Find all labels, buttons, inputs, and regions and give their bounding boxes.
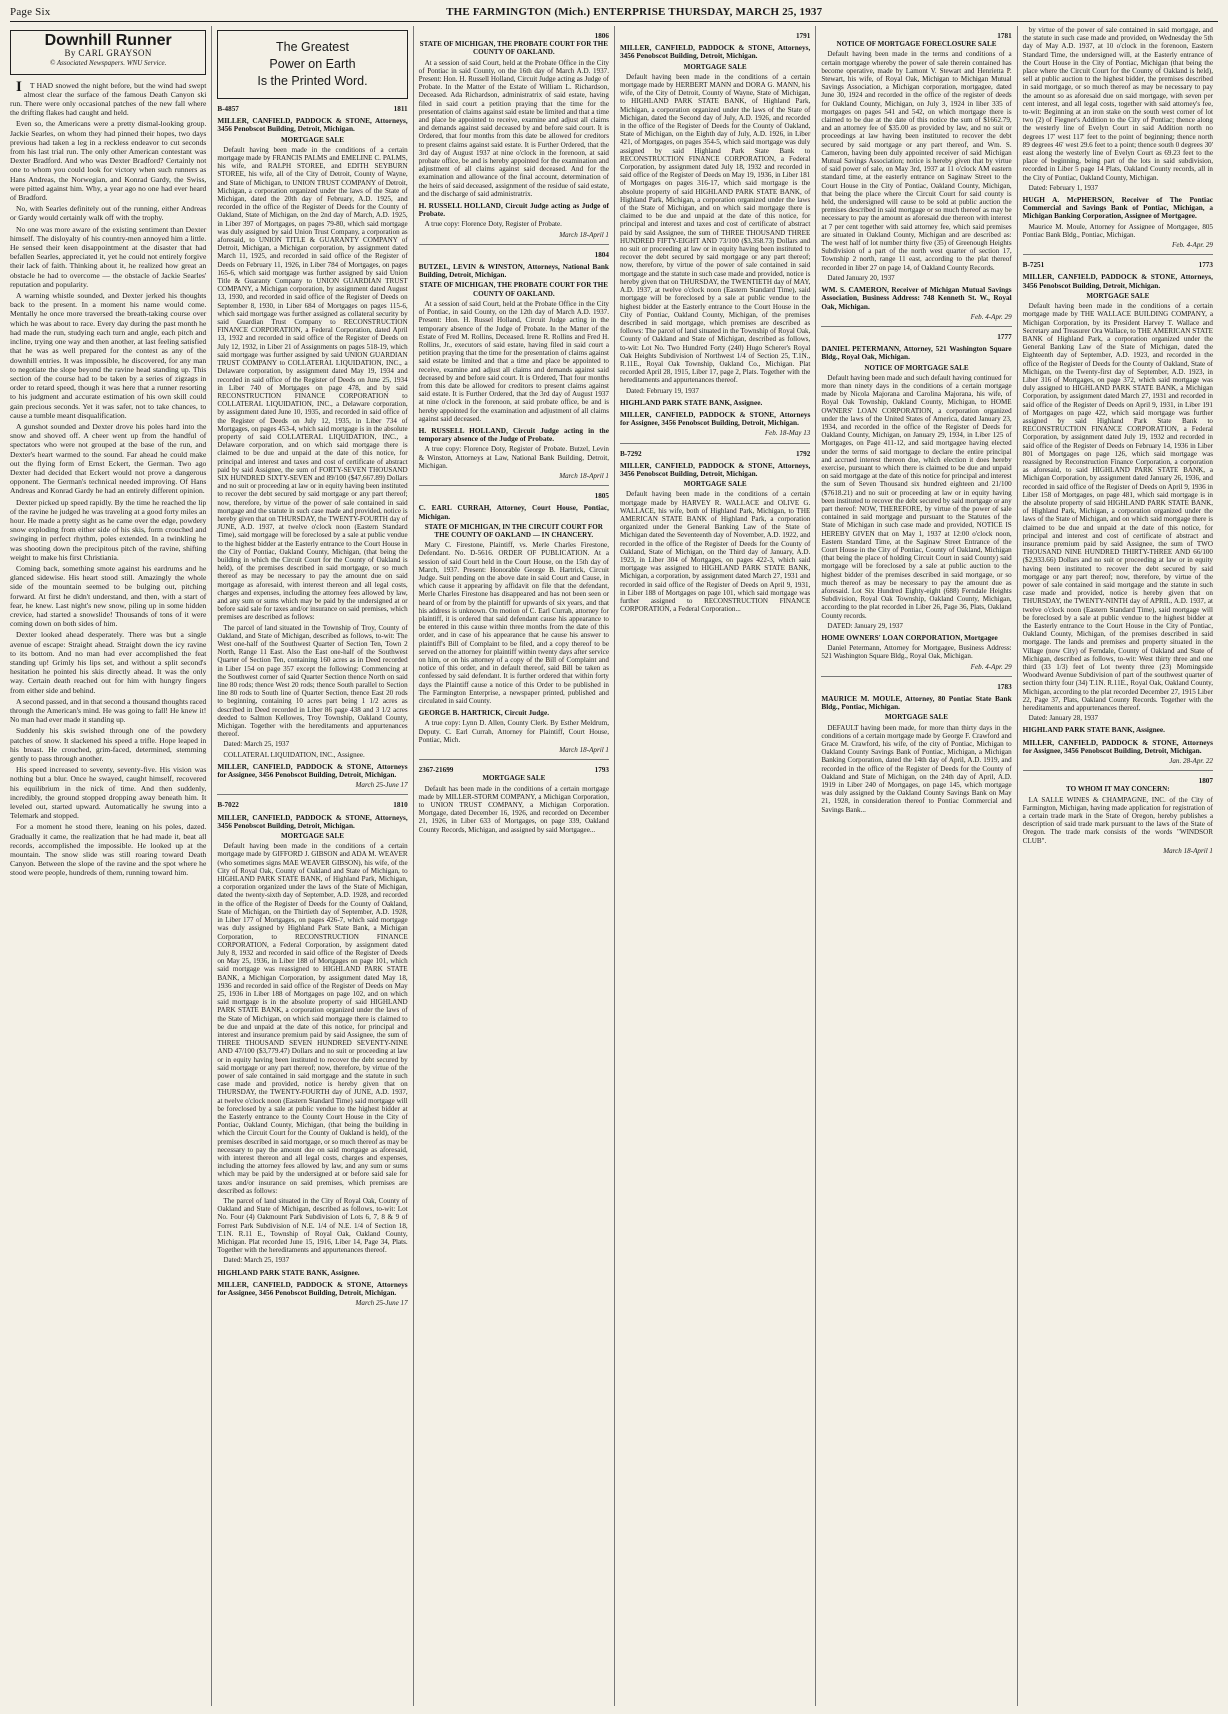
attorney-firm: MILLER, CANFIELD, PADDOCK & STONE, Attorneys, 3456 Penobscot Building, Detroit, Michigan. <box>217 116 408 134</box>
masthead-title: THE FARMINGTON (Mich.) ENTERPRISE THURSDAY, MARCH 25, 1937 <box>446 6 823 18</box>
divider <box>821 326 1011 327</box>
notice-body: Default having been made and such default having continued for more than ninety days in the conditions of a certain mortgage made by Nicola Majorana and Carolina Majorana, his wife, of Royal Oak Township, Oakland County, Michigan, to HOME OWNERS' LOAN CORPORATION, a corporation organized under the laws of the United States of America, dated January 23, 1934, and recorded in the office of the Register of Deeds for Oakland County, Michigan, on January 29, 1934, in Liber 125 of Mortgages, on Page 411-12, and said mortgagee having elected under the terms of said mortgage to declare the entire principal and accrued interest thereon due, which election it does hereby exercise, pursuant to which there is claimed to be due and unpaid on said mortgage at the date of this notice for principal and interest the sum of Seven Thousand six hundred eighteen and 21/100 ($7618.21) and no suit or proceeding at law or in equity having been instituted to recover the debt secured by said mortgage or any part thereof: NOW, THEREFORE, by virtue of the power of sale contained in said mortgage and pursuant to the Statutes of the State of Michigan in such case made and provided, NOTICE IS HEREBY GIVEN that on May 1, 1937 at 12:00 o'clock noon, Eastern Standard Time, at the Saginaw Street Entrance of the Court House in the City of Pontiac, County of Oakland, Michigan (that being the place of holding Circuit Court in said County) said mortgage will be foreclosed by a sale at public auction to the highest bidder of the premises described in said mortgage, or so much thereof as may be necessary to pay the amount due as aforesaid. Lot Six Hundred Eighty-eight (688) Ferndale Heights Subdivision, Royal Oak Township, Oakland County, Michigan, according to the plat recorded in Liber 26, Page 36, Plats, Oakland County records. <box>821 373 1012 620</box>
receiver-signature: WM. S. CAMERON, Receiver of Michigan Mutual Savings Association, Business Address: 748 Kenneth St. W., Royal Oak, Michigan. <box>821 285 1012 311</box>
notice-number: B-7022 1810 <box>217 801 408 810</box>
notice-title: NOTICE OF MORTGAGE SALE <box>864 363 969 372</box>
notice-date: Dated: February 1, 1937 <box>1028 183 1099 192</box>
story-byline: By CARL GRAYSON <box>64 48 152 59</box>
notice-date: DATED: January 29, 1937 <box>827 621 903 630</box>
run-dates: March 18-April 1 <box>559 230 609 239</box>
divider <box>419 244 609 245</box>
notice-number: 1806 <box>594 32 609 40</box>
notice-number: 1777 <box>997 332 1012 341</box>
attorney-firm: MILLER, CANFIELD, PADDOCK & STONE, Attorneys, 3456 Penobscot Building, Detroit, Michigan. <box>619 460 811 478</box>
run-dates: March 25-June 17 <box>355 1299 408 1308</box>
notice-assignee: COLLATERAL LIQUIDATION, INC., Assignee. <box>223 750 365 759</box>
notice-title: NOTICE OF MORTGAGE FORECLOSURE SALE <box>836 40 997 49</box>
notice-number: 1783 <box>997 682 1012 691</box>
true-copy: A true copy: Lynn D. Allen, County Clerk. By Esther Meldrum, Deputy. C. Earl Currah, Attorney for Plaintiff, Court House, Pontiac, Mich. <box>418 719 609 744</box>
notice-number: 1805 <box>594 492 609 501</box>
attorney-firm: MILLER, CANFIELD, PADDOCK & STONE, Attorneys, 3456 Penobscot Building, Detroit, Michigan. <box>1022 272 1213 290</box>
notice-title: MORTGAGE SALE <box>280 135 344 144</box>
divider <box>217 794 407 795</box>
notice-title: MORTGAGE SALE <box>683 62 747 71</box>
run-dates: Feb. 18-May 13 <box>764 429 811 438</box>
printed-word-ad <box>217 30 407 99</box>
notice-bank: HIGHLAND PARK STATE BANK, Assignee. <box>619 397 763 407</box>
story-paragraph: A gunshot sounded and Dexter drove his poles hard into the snow and shoved off. A cheer went up from the handful of spectators who were not grouped at the base of the run, and Dexter's heart warmed to the sound. Far ahead he could make out the flying form of Ernst Eckert, the German. Two ago Dexter had decided that Eckert would not prove a dangerous opponent. The German's technical needed improving. Of Hans Andreas and Konrad Gardy he had an entirely different opinion. <box>10 421 207 496</box>
masthead <box>10 6 1218 22</box>
attorney-signature: MILLER, CANFIELD, PADDOCK & STONE, Attorneys for Assignee, 3456 Penobscot Building, Detroit, Michigan. <box>619 409 811 428</box>
story-paragraph: A second passed, and in that second a thousand thoughts raced through the American's mind. He was going to fall! He knew it! No man had ever made it standing up. <box>10 696 207 725</box>
notice-date: Dated: March 25, 1937 <box>223 1256 290 1265</box>
notice-title: MORTGAGE SALE <box>482 774 546 783</box>
notice-body: DEFAULT having been made, for more than thirty days in the conditions of a certain mortgage made by George F. Crawford and Grace M. Crawford, his wife, of the city of Pontiac, Michigan to Oakland County Savings Bank of Pontiac, Michigan, a Michigan Banking Corporation, dated the 14th day of April, A.D. 1919, and recorded in the office of the Register of Deeds for the County of Oakland and State of Michigan, on the 24th day of April, A.D. 1919 in Liber 240 of Mortgages, on page 145, which mortgage was duly assigned by the Oakland County Savings Bank on May 21, 1928, in consideration thereof to Pontiac Commercial and Savings Bank... <box>821 723 1012 814</box>
run-dates: Feb. 4-Apr. 29 <box>970 662 1012 671</box>
notice-date: Dated: March 25, 1937 <box>223 740 290 749</box>
ad-line: Is the Printed Word. <box>257 74 368 88</box>
page-number: Page Six <box>10 6 51 18</box>
run-dates: March 18-April 1 <box>559 746 609 755</box>
attorney-signature: MILLER, CANFIELD, PADDOCK & STONE, Attorneys for Assignee, 3456 Penobscot Building, Detroit, Michigan. <box>217 761 408 780</box>
divider <box>620 443 810 444</box>
judge-signature: H. RUSSELL HOLLAND, Circuit Judge acting in the temporary absence of the Judge of Probate. <box>418 425 609 444</box>
story-paragraph: For a moment he stood there, leaning on his poles, dazed. Gradually it came, the realization that he had made it, beat all records, accomplished the impossible. He looked up at the mountain. The snow slide was still roaring toward Death Canyon. Between the slope of the ravine and the spot where he stood were people, hundreds of them, running toward him. <box>10 822 207 878</box>
attorney-firm: DANIEL PETERMANN, Attorney, 521 Washington Square Bldg., Royal Oak, Michigan. <box>821 344 1012 362</box>
ad-line: The Greatest <box>276 40 349 54</box>
attorney-firm: MILLER, CANFIELD, PADDOCK & STONE, Attorneys, 3456 Penobscot Building, Detroit, Michigan. <box>217 812 408 830</box>
attorney-firm: BUTZEL, LEVIN & WINSTON, Attorneys, National Bank Building, Detroit, Michigan. <box>418 262 609 280</box>
divider <box>419 485 609 486</box>
true-copy: A true copy: Florence Doty, Register of Probate. Butzel, Levin & Winston, Attorneys at Law, National Bank Building, Detroit, Michigan. <box>418 445 609 470</box>
legal-column-3 <box>413 26 614 1706</box>
attorney-firm: C. EARL CURRAH, Attorney, Court House, Pontiac, Michigan. <box>418 503 609 521</box>
run-dates: March 25-June 17 <box>355 781 408 790</box>
story-paragraph: Dexter picked up speed rapidly. By the time he reached the lip of the ravine he judged he was traveling at a good forty miles an hour. He made a pretty sight as he came over the edge, powdery snow exploding from either side of his skis, form crouched and swinging in perfect rhythm, poles extended. In a twinkling he was shooting down the precipitous pitch of the ravine, shifting weight to make his first Christiania. <box>10 497 207 562</box>
notice-number: B-4857 1811 <box>217 105 408 113</box>
notice-number: 1807 <box>1198 777 1213 786</box>
judge-signature: H. RUSSELL HOLLAND, Circuit Judge acting as Judge of Probate. <box>418 201 609 219</box>
divider <box>419 759 609 760</box>
notice-number: 1791 <box>795 32 811 40</box>
notice-date: Dated: January 28, 1937 <box>1028 714 1099 723</box>
notice-title: STATE OF MICHIGAN, THE PROBATE COURT FOR THE COUNTY OF OAKLAND. <box>419 40 608 57</box>
story-column <box>10 26 211 1706</box>
legal-column-2 <box>211 26 412 1706</box>
story-paragraph: Dexter looked ahead desperately. There was but a single avenue of escape: Straight ahead. Straight down the icy ravine to its bottom. And no man had ever accomplished the feat standing up! Grimly his lips set, and without a split second's hesitation he pointed his skis directly ahead. It was the only way. Certain death reached out for him with hungry fingers from either side and behind. <box>10 630 207 695</box>
drop-cap: I <box>16 78 22 95</box>
notice-title: MORTGAGE SALE <box>1086 291 1150 300</box>
notice-body: Default having been made in the conditions of a certain mortgage made by THE WALLACE BUILDING COMPANY, a Michigan Corporation, by its President Harvey T. Wallace and Secretary and Treasurer Ora Wallace, to THE AMERICAN STATE BANK of Highland Park, a corporation organized under the General Banking Law of the State of Michigan, dated the Eighteenth day of September, A.D. 1923, and recorded in the office of the Register of Deeds for the County of Oakland, State of Michigan, on the Twenty-first day of September, A.D. 1923, in Liber 316 of Mortgages, on page 372, which said mortgage was duly assigned to HIGHLAND PARK STATE BANK, a Michigan Corporation, by assignment dated March 27, 1931 and recorded in said office of the Register of Deeds on April 9, 1931, in Liber 191 of Mortgages on page 422, which said mortgage was further assigned by said Highland Park State Bank to RECONSTRUCTION FINANCE CORPORATION, a Federal Corporation, by assignment dated July 19, 1932 and recorded in said office of the Register of Deeds on February 14, 1936 in Liber 801 of Mortgages on page 126, which said mortgage was reassigned by Reconstruction Finance Corporation, a corporation as aforesaid, to said HIGHLAND PARK STATE BANK, a Michigan Corporation, by assignment dated January 26, 1936, and recorded in said office of the Register of Deeds on April 9, 1936 in Liber 158 of Mortgages, on page 481, which said mortgage is in the absolute property of said HIGHLAND PARK STATE BANK, of Highland Park, Michigan, a corporation organized under the laws of the State of Michigan, and on which said mortgage there is claimed to be due and unpaid at the date of this notice, for principal and interest and cost of certificate of abstract and insurance premium paid by said Assignee, the sum of TWO THOUSAND NINE HUNDRED THIRTY-THREE AND 66/100 ($2,933.66) Dollars and no suit or proceeding at law or in equity having been instituted to recover the debt secured by said mortgage or any part thereof; now, therefore, by virtue of the power of sale contained in said mortgage and the statute in such case made and provided, notice is hereby given that on THURSDAY, the TWENTY-NINTH day of APRIL, A.D. 1937, at twelve o'clock noon (Eastern Standard Time), said mortgage will be foreclosed by a sale at public vendue to the highest bidder at the Easterly entrance to the Court House in the City of Pontiac, Oakland County, Michigan, of the premises described in said mortgage. The lands and premises and property situated in the Village (now City) of Ferndale, County of Oakland and State of Michigan, described as follows, to-wit: West thirty three and one third (33 1/3) feet of Lot twenty three (23) Morningside Woodward Avenue Subdivision of part of the southwest quarter of section thirty four (34) T.1N. R.11E., Royal Oak, Oakland County, Michigan, according to the plat recorded December 27, 1915 Liber 22, Page 37, Plats, Oakland County Records. Together with the hereditaments and appurtenances thereof. <box>1022 302 1213 713</box>
story-paragraph: His speed increased to seventy, seventy-five. His vision was nothing but a blur. Once he swayed, caught himself, recovered his equilibrium in the nick of time. And then suddenly, incredibly, the ground stopped dropping away beneath him. It leveled out, started upward. Automatically he swung into a Telemark and stopped. <box>10 765 207 821</box>
ad-line: Power on Earth <box>269 57 356 71</box>
attorney-signature: Daniel Petermann, Attorney for Mortgagee, Business Address: 521 Washington Square Bldg., Royal Oak, Michigan. <box>821 644 1012 661</box>
true-copy: A true copy: Florence Doty, Register of Probate. <box>424 220 562 229</box>
run-dates: March 18-April 1 <box>559 471 609 480</box>
notice-body: The parcel of land situated in the City of Royal Oak, County of Oakland and State of Michigan, described as follows, to-wit: Lot No. Four (4) Oakmount Park Subdivision of Lots 6, 7, 8 & 9 of Forrest Park Subdivision of N.E. 1/4 of N.E. 1/4 of Section 18, T.1N. R.11 E., Township of Royal Oak, Oakland County, Michigan. Plat recorded June 15, 1916, Liber 14, Page 34, Plats. Together with the hereditaments and appurtenances thereof. <box>217 1197 408 1255</box>
notice-body: At a session of said Court, held at the Probate Office in the City of Pontiac in said County, on the 16th day of March A.D. 1937. Present: Hon. H. Russell Holland, Circuit Judge acting as Judge of Probate. In the Matter of the Estate of William L. Richardson, Deceased. Ada Richardson, administratrix of said estate, having filed in said court a petition praying that the time for the presentation of claims against said estate be limited and that a time and place be appointed to receive, examine and adjust all claims and demands against said deceased by and before said court. It is Ordered, that four months from this date be allowed for creditors to present claims against said estate. It is Further Ordered, that the 3rd day of August 1937 at nine o'clock in the forenoon, at said probate office, be and is hereby appointed for the examination and adjustment of all claims against said deceased. And for the examination and allowance of the final account, determination of the heirs of said deceased, assignment of the residue of said estate, and the discharge of said administratrix. <box>418 58 609 198</box>
notice-body: Default having been made in the conditions of a certain mortgage made by GIFFORD J. GIBSON and ADA M. WEAVER (who sometimes signs MAE WEAVER GIBSON), his wife, of the City of Royal Oak, County of Oakland and State of Michigan, to HIGHLAND PARK STATE BANK, of Highland Park, Michigan, a corporation organized under the laws of the State of Michigan, dated the twenty-sixth day of September, A.D. 1928, and recorded in the office of the Register of Deeds for the County of Oakland, State of Michigan, on the Thirtieth day of September, A.D. 1928, in Liber 177 of Mortgages, on pages 426-7, which said mortgage was duly assigned by Highland Park State Bank, a Michigan Corporation, to RECONSTRUCTION FINANCE CORPORATION, a Federal Corporation, by assignment dated July 8, 1932 and recorded in said office of the Register of Deeds on May 25, 1936, in Liber 188 of Mortgages on page 101, which said mortgage was reassigned to HIGHLAND PARK STATE BANK, a Michigan Corporation, by assignment dated May 18, 1936 and recorded in said office of the Register of Deeds on May 25, 1936 in Liber 188 of Mortgages on page 102, and on which said mortgage is in the absolute property of said HIGHLAND PARK STATE BANK, a corporation organized under the laws of the State of Michigan, on which said mortgage there is claimed to be due and unpaid at the date of this notice, for principal and interest and insurance premium paid by said Assignee, the sum of THREE THOUSAND SEVEN HUNDRED SEVENTY-NINE AND 47/100 ($3,779.47) Dollars and no suit or proceeding at law or in equity having been instituted to recover the debt secured by said mortgage or any part thereof; now, therefore, by virtue of the power of sale contained in said mortgage and the statute in such case made and provided, notice is hereby given that on THURSDAY, the TWENTY-FOURTH day of JUNE, A.D. 1937, at twelve o'clock noon (Eastern Standard Time) said mortgage will be foreclosed by a sale at public vendue to the highest bidder at the Easterly entrance to the County Court House in the City of Pontiac, Oakland County, Michigan, (that being the building in which the Circuit Court for the County of Oakland is held), of the premises described in said mortgage, or so much thereof as may be necessary to pay the amount due on said mortgage as aforesaid, with interest thereon and all legal costs, charges and expenses, including the attorney fees allowed by law, and any sum or sums which may be paid by the undersigned at or before said sale for taxes and/or insurance on said premises, which premises are described as follows: <box>217 842 408 1195</box>
columns <box>10 26 1218 1706</box>
notice-body: Default having been made in the conditions of a certain mortgage made by FRANCIS PALMS and EMELINE C. PALMS, his wife, and RALPH STOREE, and EDITH SEYBURN STOREE, his wife, all of the City of Detroit, County of Wayne, and State of Michigan, to UNION TRUST COMPANY of Detroit, Michigan, a corporation organized under the laws of the State of Michigan, dated the 20th day of February, A.D. 1925, and recorded in the office of the Register of Deeds for the County of Oakland, State of Michigan, on the 2nd day of March, A.D. 1925, in Liber 397 of Mortgages, on pages 79-80, which said mortgage was duly assigned by said Union Trust Company, a corporation as aforesaid, to UNION TITLE & GUARANTY COMPANY of Detroit, Michigan, a Michigan corporation, by assignment dated March 11, 1925, and recorded in said office of the Register of Deeds on February 11, 1926, in Liber 784 of Mortgages, on pages 165-6, which said mortgage was further assigned by said Union Title & Guaranty Company to UNION GUARDIAN TRUST COMPANY, a Michigan corporation, by assignment dated August 13, 1930, and recorded in said office of the Register of Deeds on September 8, 1930, in Liber 684 of Mortgages on pages 115-6, which said mortgage was further assigned as collateral security by said Guardian Trust Company to RECONSTRUCTION FINANCE CORPORATION, a Federal Corporation, dated April 13, 1932 and recorded in said office of the Register of Deeds on July 12, 1932, in Liber 21 of Assignments on pages 518-19, which said mortgage was further assigned by said UNION GUARDIAN TRUST COMPANY to COLLATERAL LIQUIDATION, INC., a Delaware corporation, by assignment dated May 19, 1934 and recorded in said office of the Register of Deeds on June 25, 1934 in Liber 740 of Mortgages on page 478, and by said RECONSTRUCTION FINANCE CORPORATION to COLLATERAL LIQUIDATION, INC., a Delaware corporation, by assignment dated June 10, 1935, and recorded in said office of the Register of Deeds on July 12, 1935, in Liber 734 of Mortgages, on pages 453-4, which said mortgage is in the absolute property of said COLLATERAL LIQUIDATION, INC., a Delaware corporation, and on which said mortgage there is claimed to be due and unpaid at the date of this notice, for principal and interest and taxes and cost of certificate of abstract paid by said Assignee, the sum of FORTY-SEVEN THOUSAND SIX HUNDRED SIXTY-SEVEN and 89/100 ($47,667.89) Dollars and no suit or proceeding at law or in equity having been instituted to recover the debt secured by said mortgage or any part thereof; now, therefore, by virtue of the power of sale contained in said mortgage and the statute in such case made and provided, notice is hereby given that on THURSDAY, the TWENTY-FOURTH day of JUNE, A.D. 1937, at twelve o'clock noon (Eastern Standard Time), said mortgage will be foreclosed by a sale at public vendue to the highest bidder at the Easterly entrance to the Court House in the City of Pontiac, Oakland County, Michigan, (that being the building in which the Circuit Court for the County of Oakland is held), of the premises described in said mortgage, or so much thereof as may be necessary to pay the amount due on said mortgage as aforesaid, with interest thereon and all legal costs, charges and expenses, including the attorney fees allowed by law, and any sum or sums which may be paid by the undersigned at or before said sale for taxes and/or insurance on said premises, which premises are described as follows: <box>217 145 408 622</box>
story-paragraph: No one was more aware of the existing sentiment than Dexter himself. The disloyalty of his country-men annoyed him a little. He sensed their keen disappointment at the disaster that had befallen Searles, appreciated it, yet he could not entirely forgive their lack of faith. Thinking about it, he realized how great an obstacle he had to overcome — the obstacle of Jackie Searles' reputation and popularity. <box>10 224 207 289</box>
notice-body: Default having been made in the conditions of a certain mortgage made by HERBERT MANN and DORA G. MANN, his wife, of the City of Detroit, County of Wayne, State of Michigan, to HIGHLAND PARK STATE BANK, of Highland Park, Michigan, a corporation organized under the laws of the State of Michigan, dated the Second day of July, A.D. 1926, and recorded in the office of the Register of Deeds for the County of Oakland, State of Michigan, on the Eighth day of July, A.D. 1926, in Liber 421, of Mortgages, on pages 354-5, which said mortgage was duly assigned by said Highland Park State Bank to RECONSTRUCTION FINANCE CORPORATION, a Federal Corporation, by assignment dated July 18, 1932 and recorded in said office of the Register of Deeds on May 19, 1936, in Liber 181 of Mortgages on pages 316-17, which said mortgage is the absolute property of said HIGHLAND PARK STATE BANK, of Highland Park, Michigan, a corporation organized under the laws of the State of Michigan, and on which said mortgage there is claimed to be due and unpaid at the date of this notice, for principal and interest and taxes and cost of certificate of abstract paid by said Assignee, the sum of THREE THOUSAND THREE HUNDRED FIFTY-EIGHT AND 73/100 ($3,358.73) Dollars and no suit or proceeding at law or in equity having been instituted to recover the debt secured by said mortgage or any part thereof; now, therefore, by virtue of the power of sale contained in said mortgage and the statute in such case made and provided, notice is hereby given that on THURSDAY, the TWENTIETH day of MAY, A.D. 1937, at twelve o'clock noon (Eastern Standard Time), said mortgage will be foreclosed by a sale at public vendue to the highest bidder at the Easterly entrance to the Court House in the City of Pontiac, Oakland County, Michigan, of the premises described in said mortgage, which premises are described as follows: The parcel of land situated in the Township of Royal Oak, County of Oakland and State of Michigan, described as follows, to-wit: Lot No. Two Hundred Forty (240) Hugo Scherer's Royal Oak Heights Subdivision of Northwest 1/4 of Section 25, T.1N., R.11E., Royal Oak Township, Oakland Co., Michigan. Plat recorded April 28, 1915, Liber 17, page 2, Plats. Together with the hereditaments and appurtenances thereof. <box>619 72 811 385</box>
notice-bank: HIGHLAND PARK STATE BANK, Assignee. <box>1022 725 1165 735</box>
attorney-signature: MILLER, CANFIELD, PADDOCK & STONE, Attorneys for Assignee, 3456 Penobscot Building, Detroit, Michigan. <box>1022 737 1213 755</box>
notice-body: Default having been made in the conditions of a certain mortgage made by HARVEY R. WALLACE and OLIVE G. WALLACE, his wife, both of Highland Park, Michigan, to THE AMERICAN STATE BANK of Highland Park, a corporation organized under the General Banking Law of the State of Michigan dated the Seventeenth day of November, A.D. 1922, and recorded in the office of the Register of Deeds for the County of Oakland, State of Michigan, on the Third day of January, A.D. 1923, in Liber 304 of Mortgages, on pages 422-3, which said mortgage was assigned to HIGHLAND PARK STATE BANK, Michigan, a corporation, by assignment dated March 27, 1931 and recorded in said office of the Register of Deeds on April 9, 1931, in Liber 188 of Mortgages on page 101, which said mortgage was further assigned to RECONSTRUCTION FINANCE CORPORATION, a Federal Corporation... <box>619 490 811 614</box>
story-paragraph: Suddenly his skis swished through one of the powdery patches of snow. It slackened his speed a trifle. Hope leaped in his breast. He crouched, grim-faced, determined, stemming gently to pass through another. <box>10 726 207 764</box>
notice-title: MORTGAGE SALE <box>683 480 747 489</box>
story-paragraph: Even so, the Americans were a pretty dismal-looking group. Jackie Searles, on whom they had pinned their hopes, two days previous had taken a leg in a reckless endeavor to cut seconds from his last trial run. The only other American contestant was Dexter Bradford. And who was Dexter Bradford? Certainly not one to whom you could look for victory when such runners as Hans Andreas, the Norwegian, and Konrad Gardy, the Swiss, were pitted against him. Why, a year ago no one had ever heard of Bradford. <box>10 119 207 203</box>
notice-date: Dated January 20, 1937 <box>827 273 895 282</box>
attorney-firm: MILLER, CANFIELD, PADDOCK & STONE, Attorneys, 3456 Penobscot Building, Detroit, Michigan. <box>619 43 811 61</box>
story-credit: © Associated Newspapers. WNU Service. <box>49 59 167 68</box>
notice-number: 1781 <box>997 32 1012 40</box>
run-dates: Feb. 4-Apr. 29 <box>1172 241 1213 250</box>
story-paragraph: Coming back, something smote against his eardrums and he glanced sidewise. His heart stood still. Amazingly the whole side of the mountain seemed to be bulging out, pitching forward. At first he didn't understand, and then, with a start of fear, he knew. Last night's new snow, piling up in some hidden crevice, had started a snowslide! Thousands of tons of it were coming down on both sides of him. <box>10 563 207 629</box>
notice-number: 1804 <box>594 250 609 259</box>
divider <box>821 676 1011 677</box>
notice-date: Dated: February 19, 1937 <box>625 386 699 395</box>
judge-signature: GEORGE B. HARTRICK, Circuit Judge. <box>418 708 550 718</box>
notice-number: B-7251 1773 <box>1022 261 1213 270</box>
run-dates: Feb. 4-Apr. 29 <box>970 312 1012 321</box>
story-header <box>10 30 206 75</box>
divider <box>1023 770 1213 771</box>
attorney-signature: MILLER, CANFIELD, PADDOCK & STONE, Attorneys for Assignee, 3456 Penobscot Building, Detroit, Michigan. <box>217 1279 408 1298</box>
notice-title: MORTGAGE SALE <box>280 832 344 841</box>
notice-body: At a session of said Court, held at the Probate Office in the City of Pontiac, in said County, on the 12th day of March A.D. 1937. Present: Hon. H. Russel Holland, Circuit Judge acting in the temporary absence of the Judge of Probate. In the Matter of the Estate of Fred M. Rollins, Deceased. Irene R. Rollins and Fred H. Rollins, Jr., executors of said estate, having filed in said court a petition praying that the time for the presentation of claims against said estate be limited and that a time and place be appointed to receive, examine and adjust all claims and demands against said deceased by and before said court. It is Ordered, That four months from this date be allowed for creditors to present claims against said estate. It is Further Ordered, that the 3rd day of August 1937 at nine o'clock in the forenoon, at said probate office, be and is hereby appointed for the examination and adjustment of all claims against said deceased. <box>418 299 609 423</box>
divider <box>1023 254 1213 255</box>
notice-number: 2367-21699 1793 <box>418 766 609 775</box>
story-paragraph: A warning whistle sounded, and Dexter jerked his thoughts back to the present. In a moment his name would come. Mentally he once more traversed the breath-taking course over which he was about to race. Every day during the past month he had made the run, studying each turn and angle, each pitch and incline, trying one way and then another, at last feeling satisfied that he was as well prepared for the contest as any of the downhill entries. It was impossible, he discovered, for any man to negotiate the slope beyond the ravine head standing up. This section of the course had to be taken by a series of zigzags in order to retard speed, though it was here that a runner resorting to his judgment and accurate estimation of his own skill could gain precious seconds. Yet it was safer, not to take chances, to cause a tumble meant disqualification. <box>10 291 207 420</box>
run-dates: Jan. 28-Apr. 22 <box>1169 757 1213 766</box>
attorney-signature: Maurice M. Moule, Attorney for Assignee of Mortgagee, 805 Pontiac Bank Bldg., Pontiac, Michigan. <box>1022 222 1213 239</box>
notice-body: Default has been made in the conditions of a certain mortgage made by MILLER-STORM COMPANY, a Michigan Corporation, to UNION TRUST COMPANY, a Michigan Corporation. Mortgage, dated December 16, 1926, and recorded on December 21, 1926, in Liber 633 of Mortgages, on page 339, Oakland County Records, Michigan, and assigned by said Mortgagee... <box>418 784 609 834</box>
legal-column-5 <box>815 26 1016 1706</box>
legal-column-4 <box>614 26 815 1706</box>
mortgagee-corp: HOME OWNERS' LOAN CORPORATION, Mortgagee <box>821 633 998 643</box>
notice-title: TO WHOM IT MAY CONCERN: <box>1066 785 1170 794</box>
notice-body: LA SALLE WINES & CHAMPAGNE, INC. of the City of Farmington, Michigan, having made application for registration of a certain trade mark in the State of Oregon, hereby publishes a description of said trade mark pursuant to the laws of the State of Oregon. The trade mark consists of the words "WINDSOR CLUB". <box>1022 795 1213 845</box>
attorney-firm: MAURICE M. MOULE, Attorney, 80 Pontiac State Bank Bldg., Pontiac, Michigan. <box>821 694 1012 712</box>
story-paragraph: I T HAD snowed the night before, but the wind had swept almost clear the surface of the famous Death Canyon ski run. There were only occasional patches of the new fall where the drifting flakes had caught and held. <box>10 78 207 118</box>
legal-column-6 <box>1017 26 1218 1706</box>
notice-body: by virtue of the power of sale contained in said mortgage, and the statute in such case made and provided, on Wednesday the 5th day of May A.D. 1937, at 10 o'clock in the forenoon, Eastern Standard Time, the undersigned will, at the Easterly entrance of the Court House in the City of Pontiac, Michigan (that being the place where the Circuit Court for the County of Oakland is held), sell at public auction to the highest bidder, the premises described in said mortgage, or so much thereof as may be necessary to pay the amount so as aforesaid due on said mortgage, with seven per cent interest, and all legal costs, together with said attorney's fee, to-wit: Beginning at an iron stake on the south west corner of lot two (2) of Fiegner's Addition to the City of Pontiac; thence along the westerly line of Evelyn Court in said Addition north no degrees 17' west 117' feet to the point of beginning; thence north 89 degrees 46' west 29.6 feet to a point; thence south 0 degrees 30' east along the westerly line of Evelyn Court as 69.23 feet to the place of beginning, being part of the lots in said subdivision, recorded in Liber 5 page 14 Plats, Oakland County records, all in the City of Pontiac, Oakland County, Michigan. <box>1022 26 1213 182</box>
notice-number: B-7292 1792 <box>619 449 811 458</box>
run-dates: March 18-April 1 <box>1163 846 1213 855</box>
receiver-signature: HUGH A. McPHERSON, Receiver of The Pontiac Commercial and Savings Bank of Pontiac, Michigan, a Michigan Banking Corporation, Assignee of Mortgagee. <box>1022 195 1213 221</box>
notice-title: MORTGAGE SALE <box>884 713 948 722</box>
notice-body: Mary C. Firestone, Plaintiff, vs. Merle Charles Firestone, Defendant. No. D-5616. ORDER OF PUBLICATION. At a session of said Court held in the Court House, on the 15th day of March, 1937. Present: Honorable George B. Hartrick, Circuit Judge. Suit pending on the above date in said Court and Cause, in which cause it appearing by affidavit on file that the defendant, Merle Charles Firestone has disappeared and has not been seen or heard of or from by the plaintiff for upwards of six years, and that his address is unknown. On motion of C. Earl Currah, attorney for plaintiff, it is ordered that said defendant cause his appearance to be entered in this cause within three months from the date of this order, and in case of his appearance that he cause his answer to plaintiff's Bill of Complaint to be filed, and a copy thereof to be served on the attorney for plaintiff within twenty days after service on him, or on his attorney of a copy of the Bill of Complaint and notice of this order, and in default thereof, said Bill be taken as confessed by said defendant. It is further ordered that within forty days the Plaintiff cause a notice of this Order to be published in The Farmington Enterprise, a newspaper printed, published and circulated in said County. <box>418 541 609 706</box>
notice-title: STATE OF MICHIGAN, THE PROBATE COURT FOR THE COUNTY OF OAKLAND. <box>419 281 608 298</box>
notice-body: Default having been made in the terms and conditions of a certain mortgage whereby the power of sale therein contained has become operative, made by Lamont V. Stewart and Henrietta P. Stewart, his wife, of Royal Oak, Michigan to Michigan Mutual Savings Association, a Michigan corporation, mortgagee, dated June 30, 1924 and recorded in the office of the register of deeds for Oakland County, Michigan, on July 3, 1924 in liber 335 of mortgages on pages 541 and 542, on which mortgage there is claimed to be due at the date of this notice the sum of $1662.79, and an attorney fee of $35.00 as provided by law, and no suit or proceedings at law having been instituted to recover the debt secured by said mortgage or any part thereof, and Wm. S. Cameron, having been duly appointed receiver of said Michigan Mutual Savings Association; notice is hereby given that by virtue of said power of sale, on May 3rd, 1937 at 11 o'clock AM eastern standard time, at the easterly entrance on Saginaw Street to the Court House in the City of Pontiac, Oakland County, Michigan, that being the place where the Circuit Court for said county is held, the undersigned will cause to be sold at public auction the premises described in said mortgage or so much thereof as may be necessary to pay the amount as aforesaid due thereon with interest at 7 per cent together with said attorney fee, which said premises are situated in Oakland County, Michigan and are described as: The west half of lot number thirty five (35) of Greenough Heights Subdivision of a part of the north west quarter of section 17, Township 2 north, range 11 east, according to the plat thereof recorded in liber 27 on page 14, of Oakland County Records. <box>821 50 1012 272</box>
notice-bank: HIGHLAND PARK STATE BANK, Assignee. <box>217 1267 360 1277</box>
notice-title: STATE OF MICHIGAN, IN THE CIRCUIT COURT FOR THE COUNTY OF OAKLAND — IN CHANCERY. <box>424 522 603 539</box>
story-paragraph: No, with Searles definitely out of the running, either Andreas or Gardy would certainly walk off with the trophy. <box>10 204 207 223</box>
notice-body: The parcel of land situated in the Township of Troy, County of Oakland, and State of Michigan, described as follows, to-wit: The West one-half of the Southwest Quarter of Section Ten, Town 2 North, Range 11 East. Also the East one-half of the Southwest Quarter of Section Ten, containing 160 acres as in Deed recorded in Liber 154 on page 357 except the following: Commencing at the Southwest corner of said Quarter Section thence North on said line 80 rods; thence West 20 rods; thence South parallel to Section line 80 rods to South line of Quarter Section, thence East 20 rods to beginning, containing 10 acres part being 1 1/2 acres as described in Deed recorded in Liber 86 page 438 and 3 1/2 acres deeded to Salmon Kellowes, Troy Township, Oakland County, Michigan. Together with the hereditaments and appurtenances thereof. <box>217 623 408 739</box>
story-title: Downhill Runner <box>44 32 172 49</box>
